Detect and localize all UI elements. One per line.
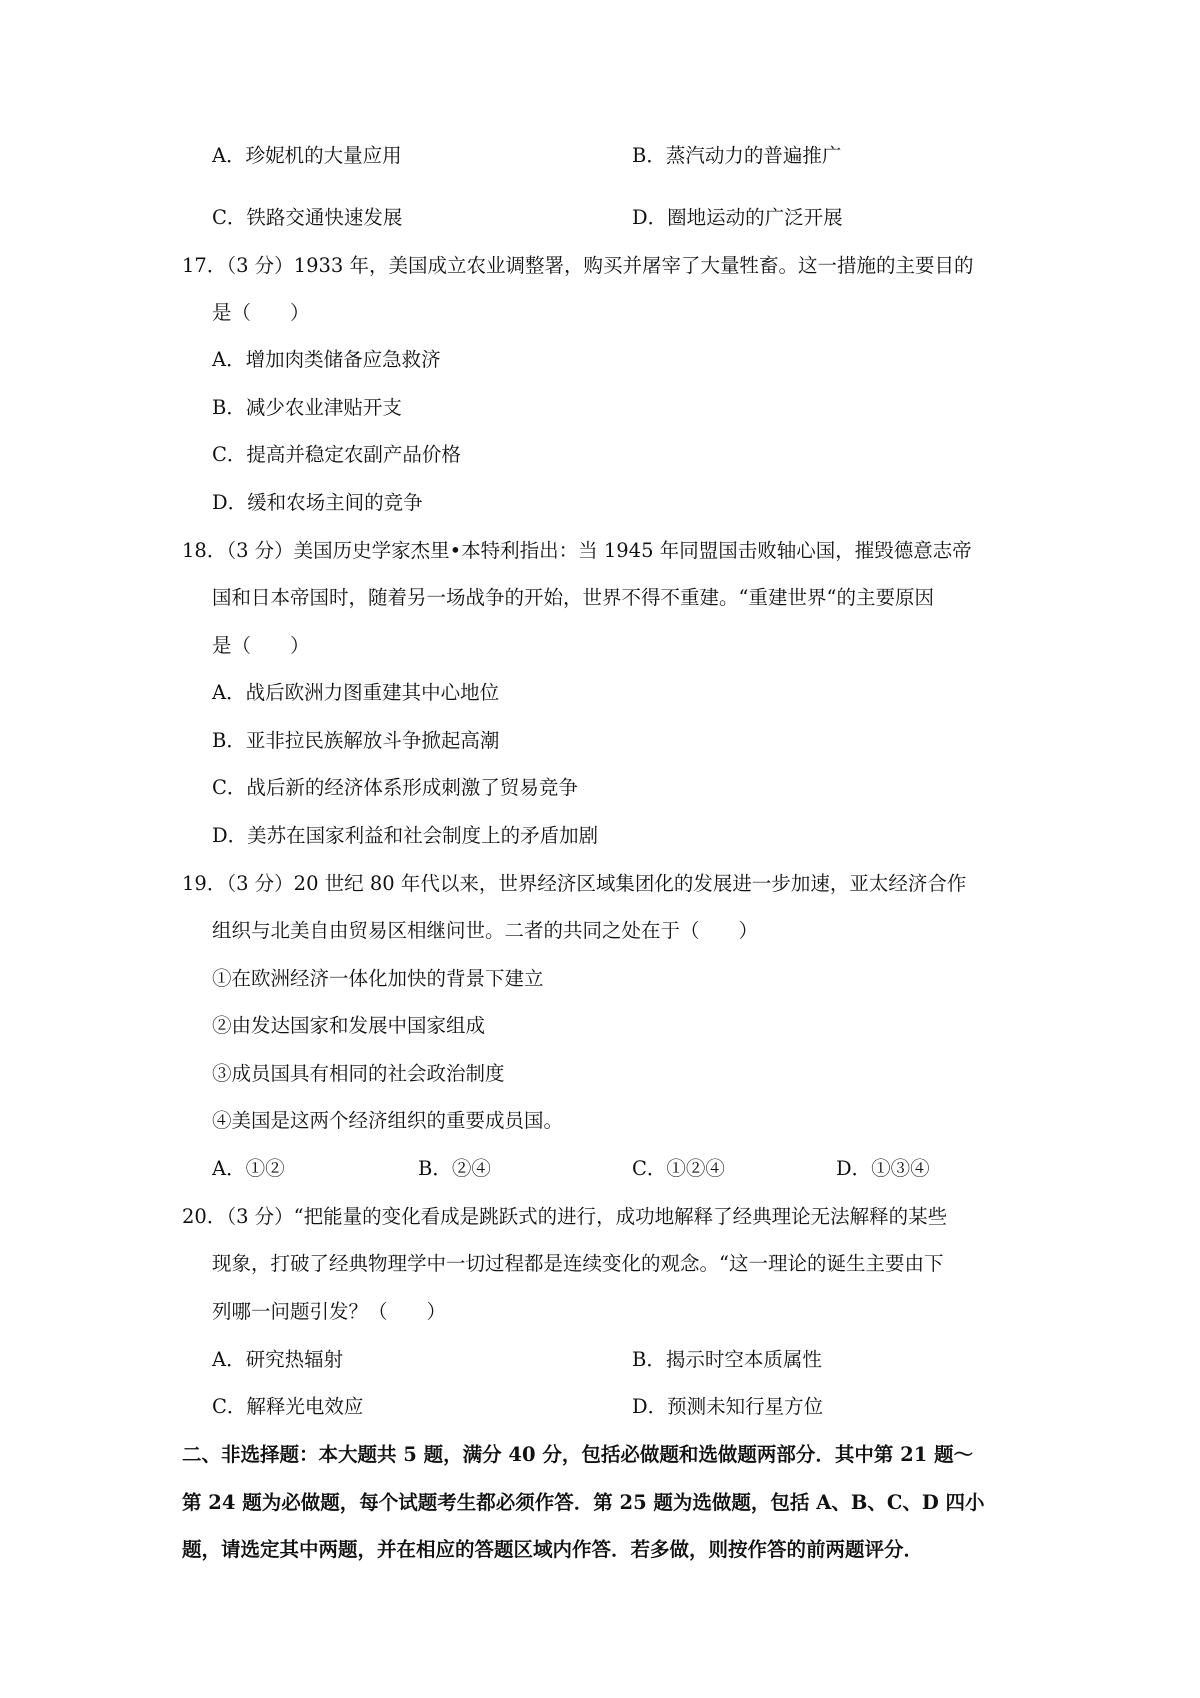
q19-stem-line1: 19．（3 分）20 世纪 80 年代以来，世界经济区域集团化的发展进一步加速，亚太经济合作 xyxy=(182,872,967,895)
q20-option-b: B．揭示时空本质属性 xyxy=(632,1348,822,1371)
q19-item-1: ①在欧洲经济一体化加快的背景下建立 xyxy=(212,967,544,990)
q18-stem-line2: 国和日本帝国时，随着另一场战争的开始，世界不得不重建。“重建世界“的主要原因 xyxy=(212,586,934,609)
q19-option-a: A．①② xyxy=(212,1157,285,1180)
q18-option-b: B．亚非拉民族解放斗争掀起高潮 xyxy=(212,729,500,752)
q16-option-c: C．铁路交通快速发展 xyxy=(212,206,403,229)
q17-option-b: B．减少农业津贴开支 xyxy=(212,396,402,419)
q19-item-3: ③成员国具有相同的社会政治制度 xyxy=(212,1062,505,1085)
q19-option-c: C．①②④ xyxy=(632,1157,725,1180)
section2-heading-line3: 题，请选定其中两题，并在相应的答题区域内作答．若多做，则按作答的前两题评分． xyxy=(182,1538,924,1561)
q20-stem-line2: 现象，打破了经典物理学中一切过程都是连续变化的观念。“这一理论的诞生主要由下 xyxy=(212,1252,944,1275)
q19-item-2: ②由发达国家和发展中国家组成 xyxy=(212,1014,486,1037)
q16-option-a: A．珍妮机的大量应用 xyxy=(212,144,402,167)
q20-stem-line1: 20．（3 分）“把能量的变化看成是跳跃式的进行，成功地解释了经典理论无法解释的某些 xyxy=(182,1205,948,1228)
q17-option-d: D．缓和农场主间的竞争 xyxy=(212,491,423,514)
section2-heading-line2: 第 24 题为必做题，每个试题考生都必须作答．第 25 题为选做题，包括 A、B、C、D 四小 xyxy=(182,1491,985,1514)
section2-heading-line1: 二、非选择题：本大题共 5 题，满分 40 分，包括必做题和选做题两部分．其中第 21 题～ xyxy=(182,1443,974,1466)
q19-option-d: D．①③④ xyxy=(836,1157,930,1180)
q20-stem-line3: 列哪一问题引发？（ ） xyxy=(212,1300,447,1323)
q19-item-4: ④美国是这两个经济组织的重要成员国。 xyxy=(212,1109,564,1132)
q19-option-b: B．②④ xyxy=(418,1157,491,1180)
q20-option-a: A．研究热辐射 xyxy=(212,1348,344,1371)
q18-option-a: A．战后欧洲力图重建其中心地位 xyxy=(212,681,500,704)
q20-option-c: C．解释光电效应 xyxy=(212,1395,364,1418)
q18-stem-line3: 是（ ） xyxy=(212,634,310,657)
q17-stem-line2: 是（ ） xyxy=(212,301,310,324)
q16-option-b: B．蒸汽动力的普遍推广 xyxy=(632,144,842,167)
q17-stem-line1: 17．（3 分）1933 年，美国成立农业调整署，购买并屠宰了大量牲畜。这一措施的主要目的 xyxy=(182,254,974,277)
q17-option-c: C．提高并稳定农副产品价格 xyxy=(212,443,461,466)
q18-stem-line1: 18．（3 分）美国历史学家杰里•本特利指出：当 1945 年同盟国击败轴心国，摧毁德意志帝 xyxy=(182,539,972,562)
q17-option-a: A．增加肉类储备应急救济 xyxy=(212,348,441,371)
q20-option-d: D．预测未知行星方位 xyxy=(632,1395,824,1418)
q16-option-d: D．圈地运动的广泛开展 xyxy=(632,206,843,229)
q18-option-c: C．战后新的经济体系形成刺激了贸易竞争 xyxy=(212,776,578,799)
q19-stem-line2: 组织与北美自由贸易区相继问世。二者的共同之处在于（ ） xyxy=(212,919,759,942)
q18-option-d: D．美苏在国家利益和社会制度上的矛盾加剧 xyxy=(212,824,599,847)
